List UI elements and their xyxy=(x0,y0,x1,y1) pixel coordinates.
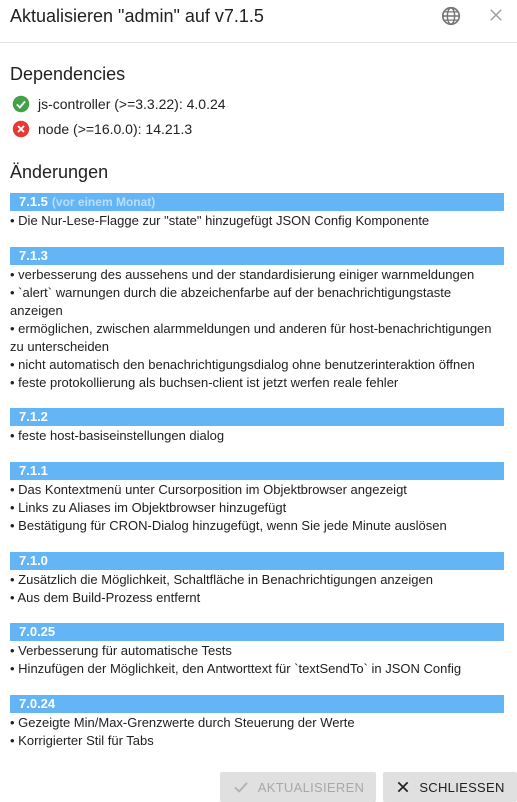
change-line: • Bestätigung für CRON-Dialog hinzugefügt, wenn Sie jede Minute auslösen xyxy=(10,518,447,533)
dialog-content xyxy=(0,44,517,766)
version-date: (vor einem Monat) xyxy=(51,195,156,209)
dependency-item-node xyxy=(12,119,192,139)
version-number: 7.1.3 xyxy=(19,248,48,263)
dependency-label: node (>=16.0.0): 14.21.3 xyxy=(38,121,193,137)
change-line: • nicht automatisch den benachrichtigungsdialog ohne benutzerinteraktion öffnen xyxy=(10,357,475,372)
update-button-label: AKTUALISIEREN xyxy=(257,779,365,795)
version-number: 7.0.25 xyxy=(19,624,56,639)
version-number: 7.1.0 xyxy=(19,553,48,568)
check-icon xyxy=(232,778,250,796)
change-line: • Links zu Aliases im Objektbrowser hinzugefügt xyxy=(10,500,287,515)
close-icon xyxy=(395,779,411,795)
dialog-header xyxy=(0,0,517,43)
version-header xyxy=(10,695,504,713)
version-number: 7.1.2 xyxy=(19,409,48,424)
change-line: • Zusätzlich die Möglichkeit, Schaltfläche in Benachrichtigungen anzeigen xyxy=(10,572,433,587)
check-circle-icon xyxy=(12,95,30,113)
close-button-label: SCHLIESSEN xyxy=(419,779,505,795)
version-header xyxy=(10,552,504,570)
version-header xyxy=(10,462,504,480)
change-line: • verbesserung des aussehens und der standardisierung einiger warnmeldungen xyxy=(10,267,475,282)
globe-icon[interactable] xyxy=(440,5,462,27)
version-number: 7.0.24 xyxy=(19,696,56,711)
changes-heading: Änderungen xyxy=(10,162,109,182)
version-header xyxy=(10,408,504,426)
change-line: • Die Nur-Lese-Flagge zur "state" hinzugefügt JSON Config Komponente xyxy=(10,213,430,228)
change-line: • ermöglichen, zwischen alarmmeldungen und anderen für host-benachrichtigungen xyxy=(10,321,492,336)
change-line: • Verbesserung für automatische Tests xyxy=(10,643,232,658)
change-line: • Aus dem Build-Prozess entfernt xyxy=(10,590,201,605)
version-number: 7.1.1 xyxy=(19,463,48,478)
version-header xyxy=(10,193,504,211)
error-circle-icon xyxy=(12,120,30,138)
version-number: 7.1.5 xyxy=(19,194,48,209)
dependencies-heading: Dependencies xyxy=(10,64,126,84)
change-line: • feste protokollierung als buchsen-client ist jetzt werfen reale fehler xyxy=(10,375,399,390)
change-line: • `alert` warnungen durch die abzeichenfarbe auf der benachrichtigungstaste xyxy=(10,285,452,300)
close-icon[interactable] xyxy=(487,6,505,24)
change-line: • Korrigierter Stil für Tabs xyxy=(10,733,154,748)
change-line: • Hinzufügen der Möglichkeit, den Antworttext für `textSendTo` in JSON Config xyxy=(10,661,462,676)
change-line: • Das Kontextmenü unter Cursorposition im Objektbrowser angezeigt xyxy=(10,482,407,497)
dialog-title: Aktualisieren "admin" auf v7.1.5 xyxy=(10,6,264,26)
change-line: • feste host-basiseinstellungen dialog xyxy=(10,428,225,443)
dependency-item-js-controller xyxy=(12,94,226,114)
dependency-label: js-controller (>=3.3.22): 4.0.24 xyxy=(38,96,226,112)
version-header xyxy=(10,623,504,641)
change-line: • Gezeigte Min/Max-Grenzwerte durch Steuerung der Werte xyxy=(10,715,355,730)
change-line: zu unterscheiden xyxy=(10,339,110,354)
version-header xyxy=(10,247,504,265)
close-button[interactable] xyxy=(383,772,517,802)
update-button[interactable] xyxy=(220,772,376,802)
change-line: anzeigen xyxy=(10,303,63,318)
